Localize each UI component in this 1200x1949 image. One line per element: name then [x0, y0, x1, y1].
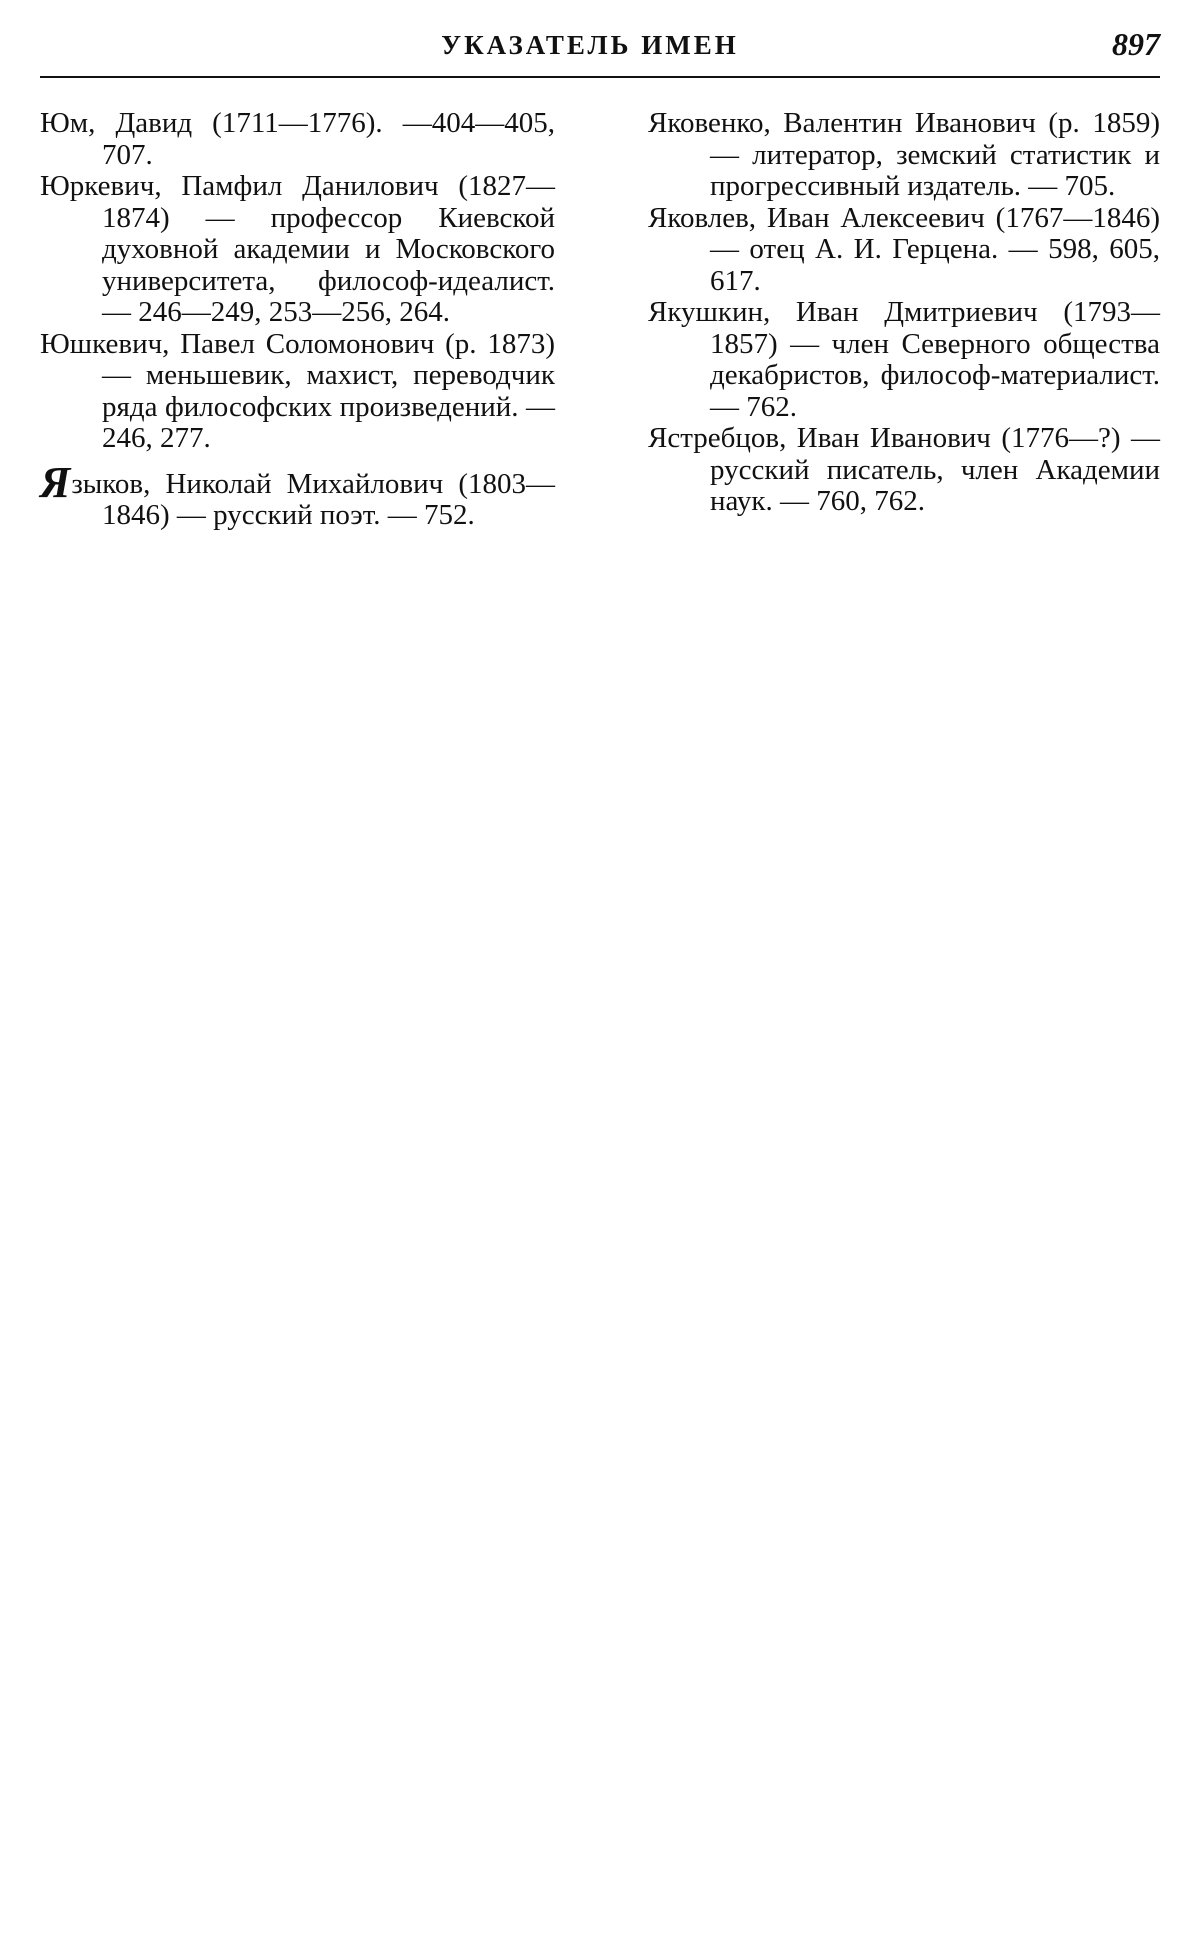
running-header-title: УКАЗАТЕЛЬ ИМЕН: [441, 30, 739, 60]
index-entry: Юркевич, Памфил Данилович (1827—1874) — профессор Киевской духовной академии и Московского университета, философ-идеалист. — 246—249, 253—256, 264.: [40, 170, 555, 328]
index-entry: Юм, Давид (1711—1776). —404—405, 707.: [40, 107, 555, 171]
header-divider: [40, 76, 1160, 78]
index-column-left: [40, 108, 555, 532]
index-entry: Ястребцов, Иван Иванович (1776—?) — русский писатель, член Академии наук. — 760, 762.: [648, 422, 1160, 517]
index-entry-text: зыков, Николай Михайлович (1803—1846) — русский поэт. — 752.: [71, 467, 555, 531]
index-entry-letter-ya: [40, 457, 555, 532]
index-entry: Яковлев, Иван Алексеевич (1767—1846) — отец А. И. Герцена. — 598, 605, 617.: [648, 201, 1160, 297]
index-column-right: [648, 108, 1160, 518]
page-number: 897: [1112, 26, 1160, 62]
index-entry: Яковенко, Валентин Иванович (р. 1859) — литератор, земский статистик и прогрессивный издатель. — 705.: [648, 107, 1160, 202]
index-entry: Юшкевич, Павел Соломонович (р. 1873) — меньшевик, махист, переводчик ряда философских произведений. — 246, 277.: [40, 327, 555, 454]
index-entry: Якушкин, Иван Дмитриевич (1793—1857) — член Северного общества декабристов, философ-материалист. — 762.: [648, 296, 1160, 423]
section-initial-letter: Я: [40, 457, 71, 507]
